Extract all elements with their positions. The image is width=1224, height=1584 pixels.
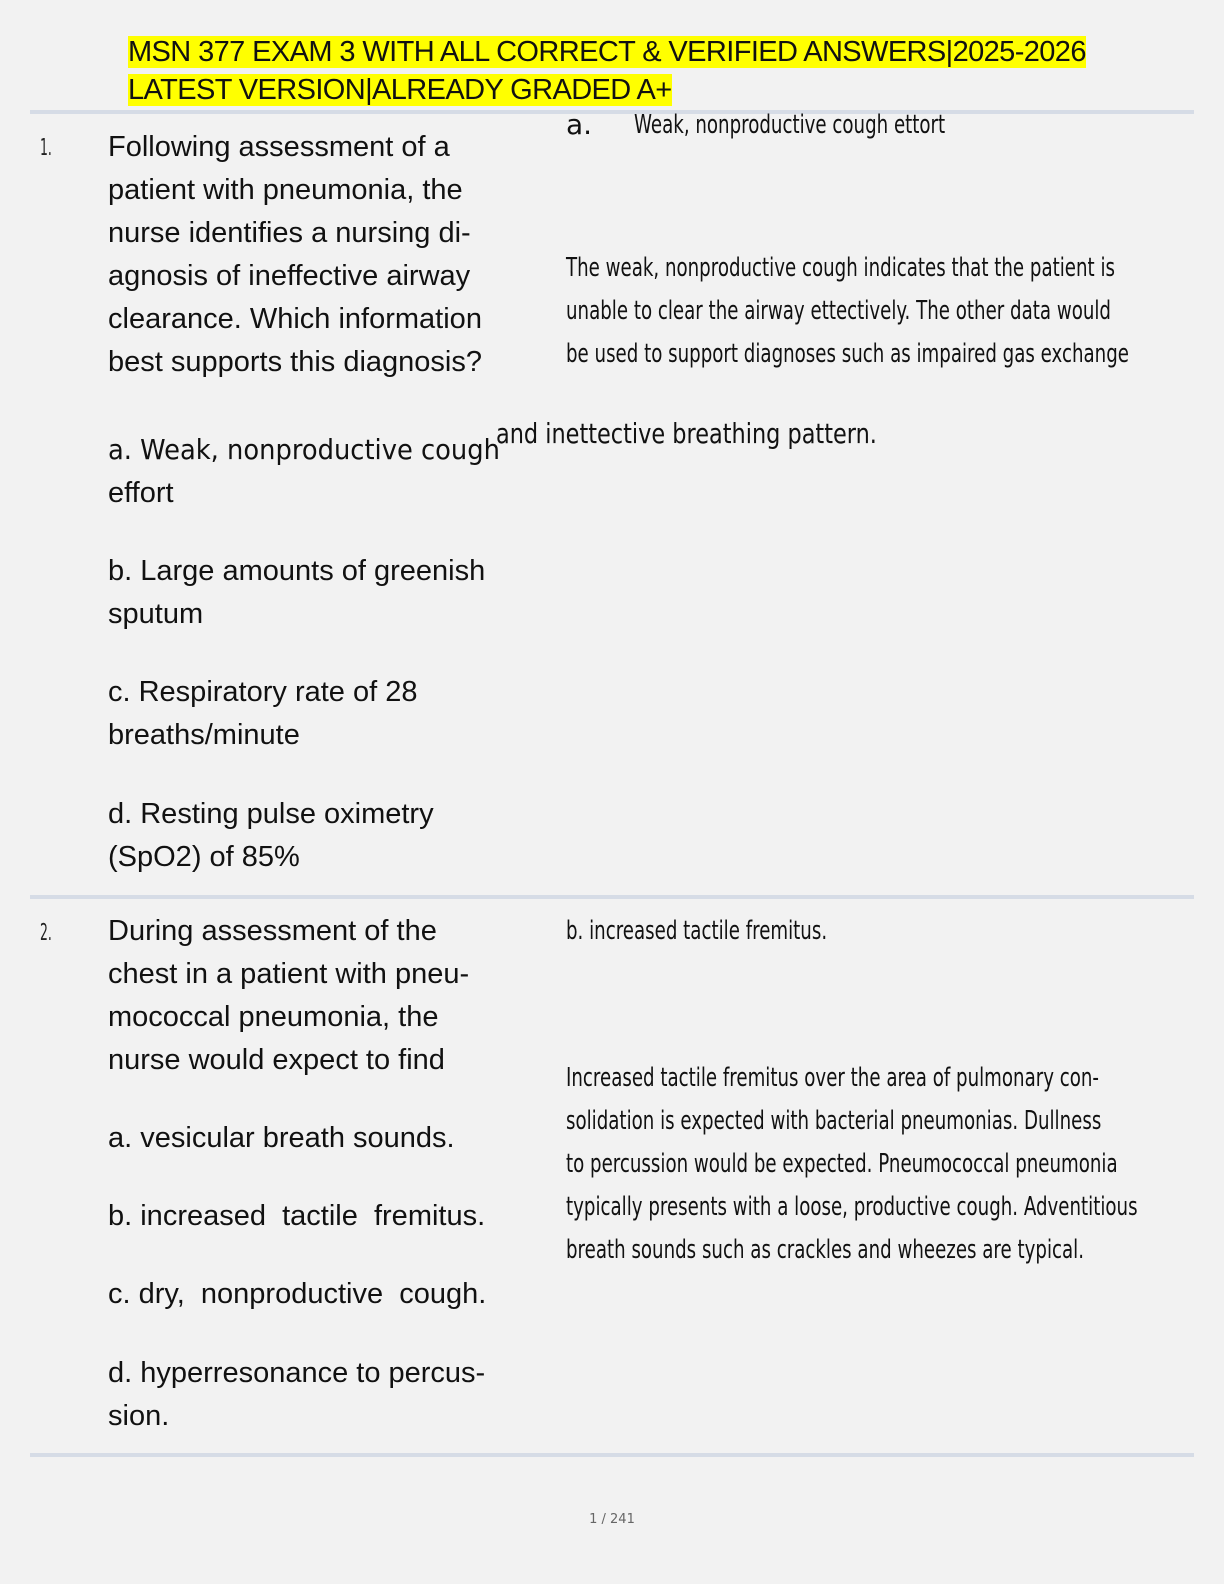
option-a (108, 428, 548, 472)
option-b-continued: sputum (108, 598, 204, 630)
option-c: c. dry, nonproductive cough. (108, 1278, 487, 1310)
page-number: 1 / 241 (589, 1512, 635, 1527)
option-c: c. Respiratory rate of 28 (108, 676, 418, 708)
option-a-prefix: a. Weak, nonproductive cough (108, 433, 500, 466)
rationale-line: be used to support diagnoses such as impaired gas exchange (566, 339, 1129, 369)
rationale-line: typically presents with a loose, productive cough. Adventitious (566, 1192, 1138, 1222)
answer-text: Weak, nonproductive cough ettort (634, 110, 946, 140)
stem-line: chest in a patient with pneu- (108, 958, 470, 990)
option-d-continued: (SpO2) of 85% (108, 841, 300, 873)
stem-line: patient with pneumonia, the (108, 174, 463, 206)
stem-line: nurse identifies a nursing di- (108, 217, 471, 249)
divider (30, 1453, 1194, 1457)
option-d-continued: sion. (108, 1400, 170, 1432)
rationale-line: unable to clear the airway ettectively. The other data would (566, 296, 1111, 326)
stem-line: clearance. Which information (108, 303, 482, 335)
question-number: 1. (40, 135, 52, 161)
option-d: d. Resting pulse oximetry (108, 798, 434, 830)
option-b: b. increased tactile fremitus. (108, 1200, 486, 1232)
rationale-line: The weak, nonproductive cough indicates that the patient is (566, 253, 1115, 283)
divider (30, 895, 1194, 899)
option-d: d. hyperresonance to percus- (108, 1357, 486, 1389)
option-b: b. Large amounts of greenish (108, 555, 486, 587)
rationale-line: solidation is expected with bacterial pneumonias. Dullness (566, 1106, 1102, 1136)
option-c-continued: breaths/minute (108, 719, 300, 751)
stem-line: During assessment of the (108, 915, 437, 947)
rationale-line: to percussion would be expected. Pneumococcal pneumonia (566, 1149, 1118, 1179)
question-number: 2. (40, 920, 52, 946)
stem-line: mococcal pneumonia, the (108, 1001, 439, 1033)
answer-text: b. increased tactile fremitus. (566, 916, 828, 946)
option-a: a. vesicular breath sounds. (108, 1122, 455, 1154)
stem-line: best supports this diagnosis? (108, 346, 482, 378)
option-a-continued: effort (108, 477, 174, 509)
document-title: MSN 377 EXAM 3 WITH ALL CORRECT & VERIFIED ANSWERS|2025-2026 LATEST VERSION|ALREADY GRADED A+ (128, 36, 1086, 106)
rationale-line: breath sounds such as crackles and wheezes are typical. (566, 1235, 1085, 1265)
rationale-line: and inettective breathing pattern. (496, 417, 877, 450)
stem-line: Following assessment of a (108, 131, 450, 163)
divider (30, 110, 1194, 114)
stem-line: agnosis of ineffective airway (108, 260, 471, 292)
answer-letter: a. (566, 108, 593, 141)
stem-line: nurse would expect to find (108, 1044, 445, 1076)
rationale-line: Increased tactile fremitus over the area of pulmonary con- (566, 1063, 1100, 1093)
